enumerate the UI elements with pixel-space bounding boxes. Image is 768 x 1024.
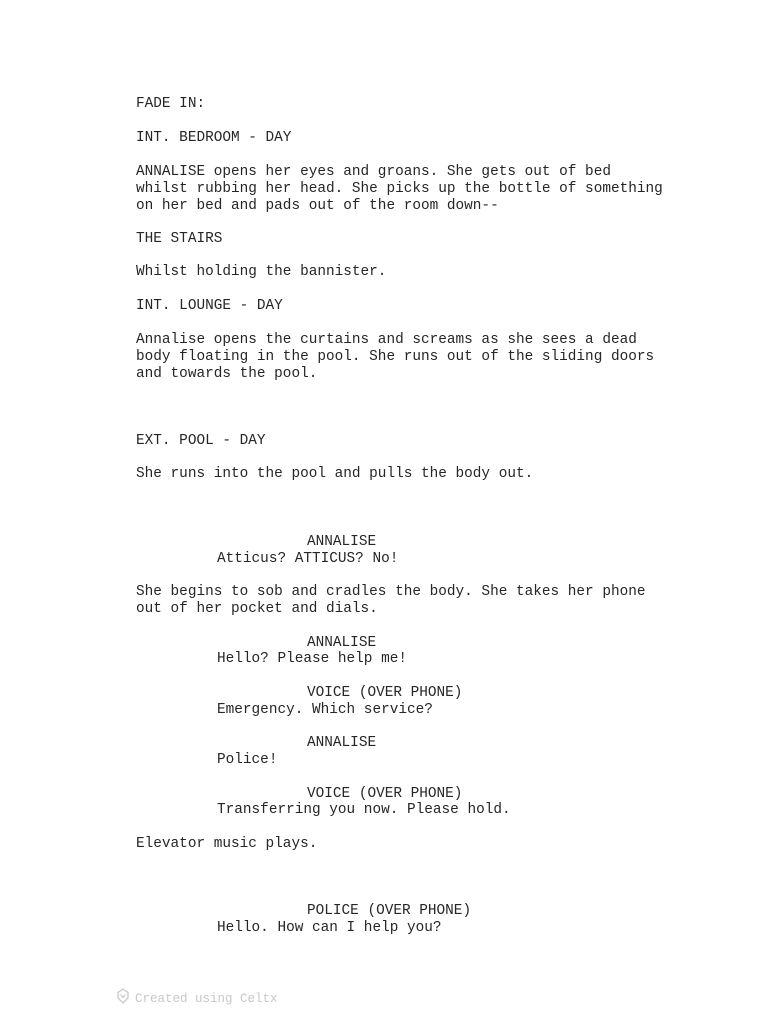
action-text: Elevator music plays. [136,836,318,852]
dialogue-text: Hello? Please help me! [217,651,407,667]
dialogue-text: Atticus? ATTICUS? No! [217,551,399,567]
shot-heading: THE STAIRS [136,231,223,247]
dialogue-text: Transferring you now. Please hold. [217,802,511,818]
character-name: ANNALISE [307,635,377,651]
action-text: She runs into the pool and pulls the body out. [136,466,534,482]
character-name: ANNALISE [307,534,377,550]
character-name: VOICE (OVER PHONE) [307,685,463,701]
footer-watermark [116,988,278,1010]
character-name: VOICE (OVER PHONE) [307,786,463,802]
dialogue-text: Hello. How can I help you? [217,920,442,936]
scene-heading: INT. LOUNGE - DAY [136,298,283,314]
footer-text: Created using Celtx [135,991,278,1006]
character-name: ANNALISE [307,735,377,751]
scene-heading: INT. BEDROOM - DAY [136,130,292,146]
action-text: Annalise opens the curtains and screams as she sees a dead body floating in the pool. She runs out of the sliding doors and towards the pool. [136,332,655,382]
dialogue-text: Police! [217,752,278,768]
action-text: She begins to sob and cradles the body. She takes her phone out of her pocket and dials. [136,584,646,617]
celtx-logo-icon [116,988,130,1010]
transition-fade-in: FADE IN: [136,96,206,112]
dialogue-text: Emergency. Which service? [217,702,433,718]
scene-heading: EXT. POOL - DAY [136,433,266,449]
character-name: POLICE (OVER PHONE) [307,903,472,919]
action-text: ANNALISE opens her eyes and groans. She gets out of bed whilst rubbing her head. She picks up the bottle of something on her bed and pads out of the room down-- [136,164,663,214]
action-text: Whilst holding the bannister. [136,264,387,280]
